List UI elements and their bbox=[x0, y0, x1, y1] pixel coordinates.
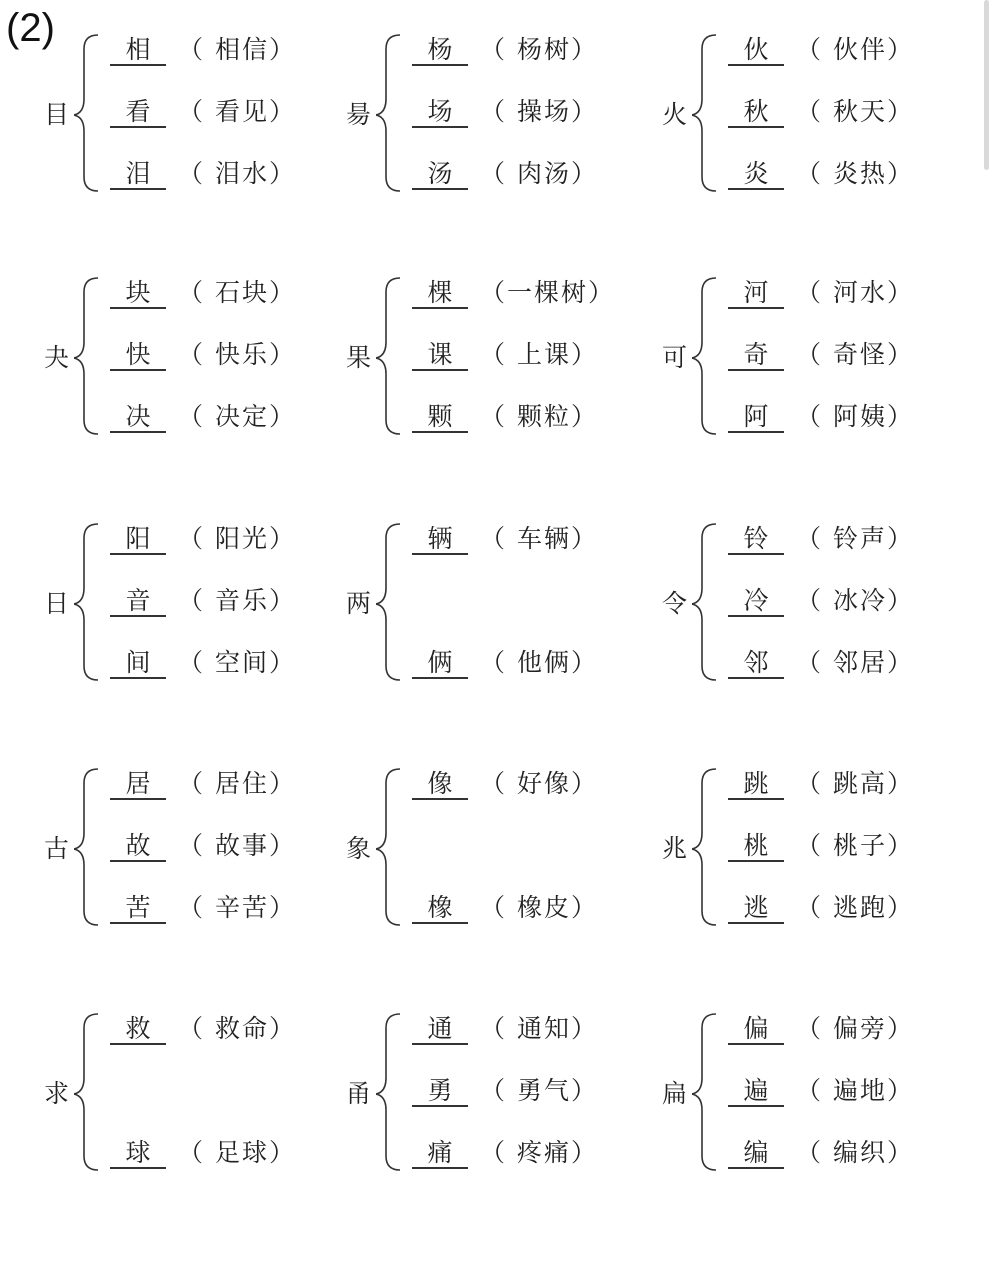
example-word: （ 救命） bbox=[178, 1014, 296, 1043]
answer-character: 阳 bbox=[110, 525, 166, 555]
scrollbar[interactable] bbox=[984, 0, 989, 170]
example-word: （ 秋天） bbox=[796, 97, 914, 126]
word-item bbox=[728, 1014, 914, 1048]
radical: 求 bbox=[44, 1079, 70, 1108]
answer-character: 棵 bbox=[412, 279, 468, 309]
word-item bbox=[412, 648, 598, 682]
word-item bbox=[412, 97, 598, 131]
answer-character: 快 bbox=[110, 341, 166, 371]
example-word: （ 好像） bbox=[480, 769, 598, 798]
example-word: （ 伙伴） bbox=[796, 35, 914, 64]
word-item bbox=[412, 340, 598, 374]
answer-character: 阿 bbox=[728, 403, 784, 433]
example-word: （ 足球） bbox=[178, 1138, 296, 1167]
curly-brace bbox=[74, 522, 100, 682]
answer-character: 偏 bbox=[728, 1015, 784, 1045]
radical: 兆 bbox=[662, 834, 688, 863]
radical: 果 bbox=[346, 343, 372, 372]
example-word: （ 邻居） bbox=[796, 648, 914, 677]
answer-character: 俩 bbox=[412, 649, 468, 679]
answer-character: 逃 bbox=[728, 894, 784, 924]
example-word: （ 泪水） bbox=[178, 159, 296, 188]
example-word: （ 铃声） bbox=[796, 524, 914, 553]
answer-character: 炎 bbox=[728, 160, 784, 190]
radical-group bbox=[662, 25, 962, 205]
example-word: （ 音乐） bbox=[178, 586, 296, 615]
answer-character: 音 bbox=[110, 587, 166, 617]
word-item bbox=[728, 1076, 914, 1110]
curly-brace bbox=[376, 767, 402, 927]
radical: 甬 bbox=[346, 1079, 372, 1108]
answer-character: 课 bbox=[412, 341, 468, 371]
answer-character: 块 bbox=[110, 279, 166, 309]
answer-character: 邻 bbox=[728, 649, 784, 679]
answer-character: 奇 bbox=[728, 341, 784, 371]
radical-group bbox=[44, 514, 344, 694]
word-item bbox=[728, 524, 914, 558]
word-item bbox=[728, 159, 914, 193]
example-word: （ 操场） bbox=[480, 97, 598, 126]
example-word: （ 奇怪） bbox=[796, 340, 914, 369]
curly-brace bbox=[74, 276, 100, 436]
answer-character: 间 bbox=[110, 649, 166, 679]
radical-group bbox=[346, 25, 646, 205]
example-word: （ 肉汤） bbox=[480, 159, 598, 188]
answer-character: 桃 bbox=[728, 832, 784, 862]
answer-character: 像 bbox=[412, 770, 468, 800]
answer-character: 铃 bbox=[728, 525, 784, 555]
example-word: （ 炎热） bbox=[796, 159, 914, 188]
radical-group bbox=[662, 1004, 962, 1184]
radical: 令 bbox=[662, 589, 688, 618]
curly-brace bbox=[692, 33, 718, 193]
answer-character: 居 bbox=[110, 770, 166, 800]
example-word: （ 辛苦） bbox=[178, 893, 296, 922]
answer-character: 通 bbox=[412, 1015, 468, 1045]
word-item bbox=[412, 1076, 598, 1110]
word-item bbox=[728, 97, 914, 131]
word-item bbox=[110, 1014, 296, 1048]
answer-character: 颗 bbox=[412, 403, 468, 433]
answer-character: 看 bbox=[110, 98, 166, 128]
section-number: (2) bbox=[6, 6, 55, 50]
example-word: （ 偏旁） bbox=[796, 1014, 914, 1043]
word-item bbox=[110, 1138, 296, 1172]
curly-brace bbox=[74, 33, 100, 193]
answer-character: 决 bbox=[110, 403, 166, 433]
example-word: （ 空间） bbox=[178, 648, 296, 677]
word-item bbox=[728, 893, 914, 927]
word-item bbox=[728, 402, 914, 436]
word-item bbox=[110, 893, 296, 927]
answer-character: 辆 bbox=[412, 525, 468, 555]
example-word: （ 编织） bbox=[796, 1138, 914, 1167]
example-word: （ 逃跑） bbox=[796, 893, 914, 922]
word-item bbox=[728, 1138, 914, 1172]
word-item bbox=[728, 831, 914, 865]
answer-character: 救 bbox=[110, 1015, 166, 1045]
example-word: （ 他俩） bbox=[480, 648, 598, 677]
answer-character: 泪 bbox=[110, 160, 166, 190]
radical-group bbox=[44, 1004, 344, 1184]
answer-character: 汤 bbox=[412, 160, 468, 190]
radical: 日 bbox=[44, 589, 70, 618]
example-word: （ 通知） bbox=[480, 1014, 598, 1043]
curly-brace bbox=[692, 522, 718, 682]
example-word: （ 故事） bbox=[178, 831, 296, 860]
radical: 古 bbox=[44, 834, 70, 863]
word-item bbox=[110, 159, 296, 193]
radical: 目 bbox=[44, 100, 70, 129]
word-item bbox=[110, 648, 296, 682]
word-item bbox=[110, 402, 296, 436]
example-word: （ 石块） bbox=[178, 278, 296, 307]
word-item bbox=[412, 893, 598, 927]
radical: 夬 bbox=[44, 343, 70, 372]
word-item bbox=[110, 524, 296, 558]
radical-group bbox=[346, 268, 646, 448]
word-item bbox=[412, 524, 598, 558]
word-item bbox=[412, 159, 598, 193]
answer-character: 遍 bbox=[728, 1077, 784, 1107]
radical: 昜 bbox=[346, 100, 372, 129]
word-item bbox=[412, 1014, 598, 1048]
curly-brace bbox=[376, 522, 402, 682]
answer-character: 相 bbox=[110, 36, 166, 66]
example-word: （ 杨树） bbox=[480, 35, 598, 64]
example-word: （ 跳高） bbox=[796, 769, 914, 798]
curly-brace bbox=[692, 767, 718, 927]
word-item bbox=[728, 586, 914, 620]
word-item bbox=[412, 769, 598, 803]
answer-character: 球 bbox=[110, 1139, 166, 1169]
example-word: （ 勇气） bbox=[480, 1076, 598, 1105]
radical-group bbox=[346, 759, 646, 939]
word-item bbox=[110, 340, 296, 374]
example-word: （ 快乐） bbox=[178, 340, 296, 369]
example-word: （一棵树） bbox=[480, 278, 616, 307]
word-item bbox=[110, 769, 296, 803]
answer-character: 苦 bbox=[110, 894, 166, 924]
radical-group bbox=[662, 514, 962, 694]
radical: 可 bbox=[662, 343, 688, 372]
radical-group bbox=[44, 759, 344, 939]
curly-brace bbox=[376, 1012, 402, 1172]
radical-group bbox=[662, 759, 962, 939]
example-word: （ 车辆） bbox=[480, 524, 598, 553]
word-item bbox=[110, 586, 296, 620]
word-item bbox=[412, 278, 615, 312]
example-word: （ 冰冷） bbox=[796, 586, 914, 615]
curly-brace bbox=[376, 33, 402, 193]
word-item bbox=[110, 831, 296, 865]
answer-character: 橡 bbox=[412, 894, 468, 924]
example-word: （ 相信） bbox=[178, 35, 296, 64]
example-word: （ 上课） bbox=[480, 340, 598, 369]
word-item bbox=[728, 278, 914, 312]
example-word: （ 居住） bbox=[178, 769, 296, 798]
example-word: （ 桃子） bbox=[796, 831, 914, 860]
radical: 象 bbox=[346, 834, 372, 863]
answer-character: 场 bbox=[412, 98, 468, 128]
answer-character: 故 bbox=[110, 832, 166, 862]
word-item bbox=[110, 97, 296, 131]
answer-character: 编 bbox=[728, 1139, 784, 1169]
curly-brace bbox=[74, 767, 100, 927]
curly-brace bbox=[692, 1012, 718, 1172]
example-word: （ 颗粒） bbox=[480, 402, 598, 431]
answer-character: 伙 bbox=[728, 36, 784, 66]
word-item bbox=[728, 769, 914, 803]
example-word: （ 橡皮） bbox=[480, 893, 598, 922]
answer-character: 河 bbox=[728, 279, 784, 309]
curly-brace bbox=[376, 276, 402, 436]
example-word: （ 疼痛） bbox=[480, 1138, 598, 1167]
answer-character: 痛 bbox=[412, 1139, 468, 1169]
radical-group bbox=[44, 25, 344, 205]
answer-character: 秋 bbox=[728, 98, 784, 128]
answer-character: 勇 bbox=[412, 1077, 468, 1107]
example-word: （ 河水） bbox=[796, 278, 914, 307]
radical-group bbox=[44, 268, 344, 448]
word-item bbox=[110, 35, 296, 69]
radical: 两 bbox=[346, 589, 372, 618]
radical: 火 bbox=[662, 100, 688, 129]
word-item bbox=[412, 402, 598, 436]
example-word: （ 决定） bbox=[178, 402, 296, 431]
radical: 扁 bbox=[662, 1079, 688, 1108]
word-item bbox=[412, 1138, 598, 1172]
example-word: （ 看见） bbox=[178, 97, 296, 126]
word-item bbox=[110, 278, 296, 312]
answer-character: 杨 bbox=[412, 36, 468, 66]
radical-group bbox=[662, 268, 962, 448]
word-item bbox=[412, 35, 598, 69]
answer-character: 跳 bbox=[728, 770, 784, 800]
example-word: （ 遍地） bbox=[796, 1076, 914, 1105]
radical-group bbox=[346, 514, 646, 694]
curly-brace bbox=[692, 276, 718, 436]
answer-character: 冷 bbox=[728, 587, 784, 617]
example-word: （ 阿姨） bbox=[796, 402, 914, 431]
curly-brace bbox=[74, 1012, 100, 1172]
word-item bbox=[728, 648, 914, 682]
word-item bbox=[728, 35, 914, 69]
word-item bbox=[728, 340, 914, 374]
radical-group bbox=[346, 1004, 646, 1184]
example-word: （ 阳光） bbox=[178, 524, 296, 553]
